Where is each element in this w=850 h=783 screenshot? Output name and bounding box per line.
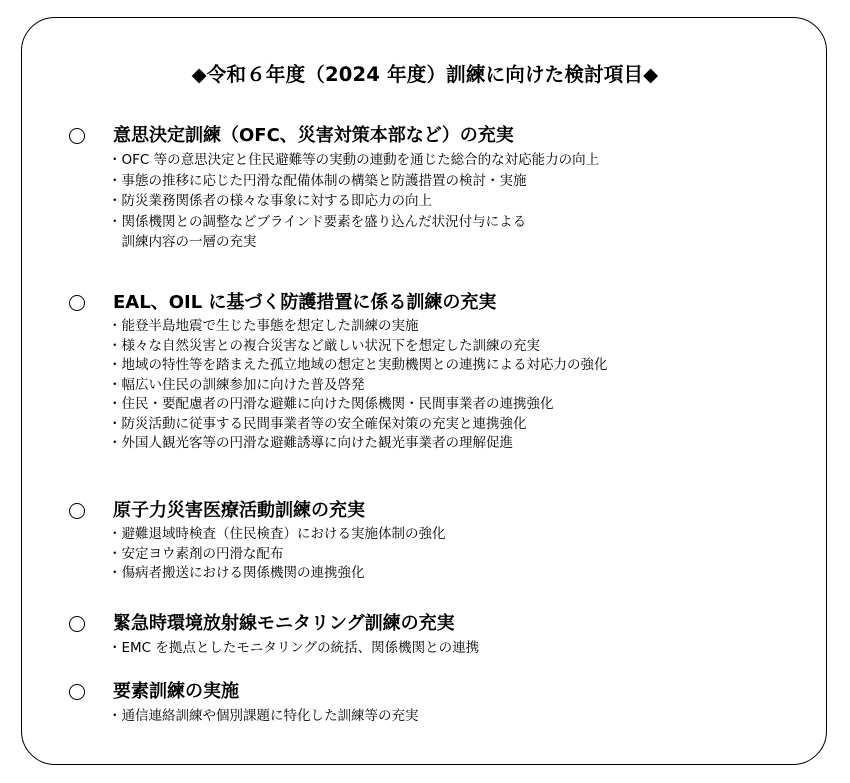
list-item: ・防災活動に従事する民間事業者等の安全確保対策の充実と連携強化 — [108, 415, 527, 432]
item-list — [108, 525, 809, 584]
circle-bullet-icon — [69, 616, 85, 632]
list-item: 訓練内容の一層の充実 — [108, 234, 257, 250]
section-protective-measures — [69, 290, 809, 454]
list-item: ・EMC を拠点としたモニタリングの統括、関係機関との連携 — [108, 640, 480, 656]
section-heading: 要素訓練の実施 — [113, 681, 239, 702]
section-element-training — [69, 679, 809, 727]
item-list — [108, 638, 809, 659]
section-monitoring-training — [69, 611, 809, 659]
section-heading-row — [69, 679, 809, 705]
section-heading: EAL、OIL に基づく防護措置に係る訓練の充実 — [113, 292, 497, 313]
section-heading-row — [69, 123, 809, 149]
list-item: ・様々な自然災害との複合災害など厳しい状況下を想定した訓練の充実 — [108, 337, 540, 354]
list-item: ・避難退域時検査（住民検査）における実施体制の強化 — [108, 526, 446, 542]
section-heading: 意思決定訓練（OFC、災害対策本部など）の充実 — [113, 125, 514, 146]
list-item: ・防災業務関係者の様々な事象に対する即応力の向上 — [108, 193, 432, 209]
item-list — [108, 317, 809, 454]
section-heading-row — [69, 290, 809, 316]
circle-bullet-icon — [69, 295, 85, 311]
section-decision-training — [69, 123, 809, 253]
list-item: ・OFC 等の意思決定と住民避難等の実動の連動を通じた総合的な対応能力の向上 — [108, 152, 600, 168]
circle-bullet-icon — [69, 503, 85, 519]
list-item: ・外国人観光客等の円滑な避難誘導に向けた観光事業者の理解促進 — [108, 435, 513, 451]
list-item: ・傷病者搬送における関係機関の連携強化 — [108, 565, 365, 581]
item-list — [108, 706, 809, 727]
list-item: ・住民・要配慮者の円滑な避難に向けた関係機関・民間事業者の連携強化 — [108, 396, 554, 412]
section-heading: 緊急時環境放射線モニタリング訓練の充実 — [113, 613, 455, 634]
list-item: ・能登半島地震で生じた事態を想定した訓練の実施 — [108, 318, 419, 334]
page-title: ◆令和６年度（2024 年度）訓練に向けた検討項目◆ — [191, 63, 659, 86]
section-heading-row — [69, 611, 809, 637]
list-item: ・幅広い住民の訓練参加に向けた普及啓発 — [108, 376, 365, 393]
item-list — [108, 150, 809, 253]
list-item: ・事態の推移に応じた円滑な配備体制の構築と防護措置の検討・実施 — [108, 172, 527, 189]
section-medical-training — [69, 498, 809, 584]
list-item: ・通信連絡訓練や個別課題に特化した訓練等の充実 — [108, 708, 419, 724]
circle-bullet-icon — [69, 128, 85, 144]
list-item: ・地域の特性等を踏まえた孤立地域の想定と実動機関との連携による対応力の強化 — [108, 357, 608, 373]
circle-bullet-icon — [69, 684, 85, 700]
list-item: ・安定ヨウ素剤の円滑な配布 — [108, 545, 284, 562]
list-item: ・関係機関との調整などブラインド要素を盛り込んだ状況付与による — [108, 213, 527, 230]
section-heading: 原子力災害医療活動訓練の充実 — [113, 500, 365, 521]
section-heading-row — [69, 498, 809, 524]
